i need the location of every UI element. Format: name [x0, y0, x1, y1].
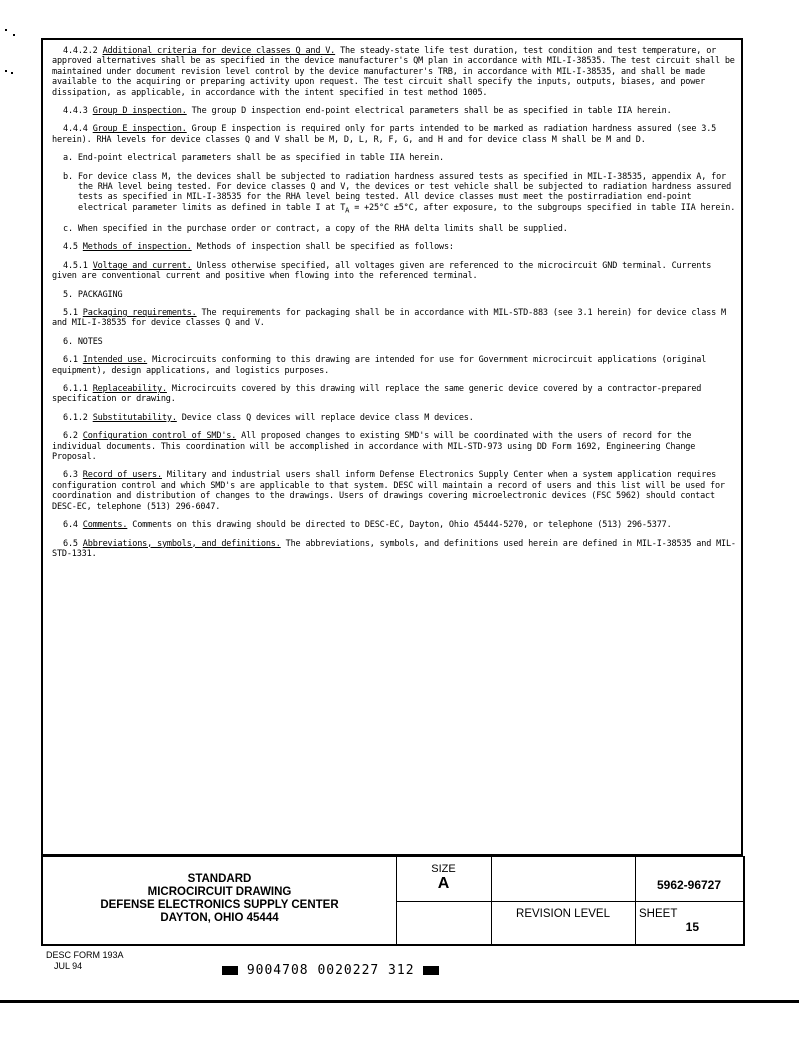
title-block-divider [396, 901, 743, 902]
drawing-title-line: MICROCIRCUIT DRAWING [147, 886, 292, 898]
paragraph-4-5 [52, 242, 738, 252]
paragraph-heading: Replaceability. [92, 384, 167, 395]
size-cell [396, 863, 491, 893]
list-text: End-point electrical parameters shall be as specified in table IIA herein. [77, 153, 444, 164]
drawing-number: 5962-96727 [656, 878, 722, 892]
paragraph-heading: Methods of inspection. [82, 242, 192, 253]
paragraph-number: 6.3 [63, 470, 78, 481]
title-block-divider [635, 856, 636, 944]
paragraph-heading: Configuration control of SMD's. [82, 431, 237, 442]
title-block [41, 856, 745, 946]
paragraph-number: 6.1.2 [63, 412, 88, 423]
paragraph-6-1 [52, 355, 738, 376]
agency-address: DAYTON, OHIO 45444 [160, 912, 279, 924]
title-block-divider [491, 856, 492, 944]
subparagraph-c [52, 224, 738, 234]
paragraph-heading: Record of users. [82, 470, 162, 481]
barcode-block [222, 966, 238, 975]
paragraph-heading: Intended use. [82, 355, 148, 366]
paragraph-text: Military and industrial users shall inform Defense Electronics Supply Center when a system application requires configuration control and which SMD's are applicable to that system. DESC will maintain a record of users and this list will be used for coordination and distribution of changes to the drawings. Users of drawings covering microelectronic devices (FSC 5962) should contact DESC-EC, telephone (513) 296-6047. [52, 470, 725, 512]
paragraph-number: 4.5 [63, 242, 78, 253]
form-number: DESC FORM 193A [46, 950, 124, 960]
document-body [52, 46, 738, 567]
list-text: When specified in the purchase order or contract, a copy of the RHA delta limits shall be supplied. [77, 223, 568, 234]
paragraph-text: Comments on this drawing should be directed to DESC-EC, Dayton, Ohio 45444-5270, or telephone (513) 296-5377. [132, 520, 672, 531]
paragraph-4-4-4 [52, 124, 738, 145]
agency-block [43, 873, 396, 925]
paragraph-text: Microcircuits covered by this drawing will replace the same generic device covered by a contractor-prepared specification or drawing. [52, 384, 702, 405]
paragraph-text: The group D inspection end-point electrical parameters shall be as specified in table IIA herein. [191, 106, 672, 117]
paragraph-number: 5. [63, 289, 73, 300]
paragraph-text: Methods of inspection shall be specified as follows: [196, 242, 454, 253]
scan-speck [11, 72, 13, 74]
revision-level-label: REVISION LEVEL [516, 908, 610, 920]
paragraph-number: 6. [63, 336, 73, 347]
subparagraph-b [52, 172, 738, 216]
paragraph-text: Group E inspection is required only for parts intended to be marked as radiation hardness assured (see 3.5 herein). RHA levels for device classes Q and V shall be M, D, L, R, F, G, and H and for device class M shall be M and D. [52, 124, 717, 145]
barcode [222, 963, 439, 978]
paragraph-heading: Packaging requirements. [82, 308, 197, 318]
paragraph-6-4 [52, 520, 738, 530]
list-label: c. [63, 223, 73, 234]
section-5-heading [52, 290, 738, 300]
sheet-number: 15 [685, 920, 699, 934]
list-label: a. [63, 153, 73, 164]
paragraph-4-5-1 [52, 261, 738, 282]
size-value: A [437, 875, 450, 892]
scan-speck [5, 70, 7, 72]
title-block-top-rule [43, 856, 743, 857]
paragraph-number: 5.1 [63, 308, 78, 318]
paragraph-6-1-2 [52, 413, 738, 423]
section-6-heading [52, 337, 738, 347]
paragraph-text: Device class Q devices will replace device class M devices. [181, 412, 474, 423]
paragraph-number: 4.5.1 [63, 260, 88, 271]
paragraph-4-4-3 [52, 106, 738, 116]
subparagraph-a [52, 153, 738, 163]
paragraph-6-5 [52, 539, 738, 560]
section-title: NOTES [77, 336, 103, 347]
paragraph-text: Microcircuits conforming to this drawing are intended for use for Government microcircuit applications (original equipment), design applications, and logistics purposes. [52, 355, 707, 376]
form-date: JUL 94 [54, 961, 83, 971]
paragraph-number: 6.5 [63, 538, 78, 549]
paragraph-text: The requirements for packaging shall be in accordance with MIL-STD-883 (see 3.1 herein) for device class M and MIL-I-38535 for device classes Q and V. [52, 308, 726, 329]
paragraph-6-1-1 [52, 384, 738, 405]
size-label: SIZE [431, 863, 456, 875]
scan-speck [13, 34, 15, 36]
list-text: = +25°C ±5°C, after exposure, to the subgroups specified in table IIA herein. [349, 202, 736, 213]
paragraph-number: 4.4.3 [63, 106, 88, 117]
paragraph-text: Unless otherwise specified, all voltages given are referenced to the microcircuit GND terminal. Currents given are conventional current and positive when flowing into the referenced terminal. [52, 260, 712, 282]
paragraph-text: The abbreviations, symbols, and definitions used herein are defined in MIL-I-38535 and MIL-STD-1331. [52, 538, 736, 559]
paragraph-number: 6.4 [63, 520, 78, 531]
agency-name: DEFENSE ELECTRONICS SUPPLY CENTER [100, 899, 339, 911]
drawing-title-line: STANDARD [187, 873, 252, 885]
paragraph-5-1 [52, 308, 738, 329]
paragraph-heading: Additional criteria for device classes Q and V. [102, 46, 336, 56]
paragraph-6-2 [52, 431, 738, 462]
paragraph-6-3 [52, 470, 738, 512]
paragraph-heading: Group E inspection. [92, 124, 187, 135]
paragraph-heading: Substitutability. [92, 412, 177, 423]
sheet-cell [639, 908, 743, 934]
barcode-block [423, 966, 439, 975]
barcode-text: 9004708 0020227 312 [246, 963, 415, 978]
list-label: b. [63, 171, 73, 182]
scan-speck [5, 29, 7, 31]
paragraph-text: The steady-state life test duration, test condition and test temperature, or approved alternatives shall be as specified in the device manufacturer's QM plan in accordance with MIL-I-38535. The test circuit shall be maintained under document revision level control by the device manufacturer's TRB, in accordance with MIL-I-38535, and shall be made available to the acquiring or preparing activity upon request. The test circuit shall specify the inputs, outputs, biases, and power dissipation, as applicable, in accordance with the intent specified in test method 1005. [52, 46, 735, 98]
paragraph-number: 6.1 [63, 355, 78, 366]
paragraph-heading: Voltage and current. [92, 260, 192, 271]
subscript: A [345, 205, 350, 215]
paragraph-heading: Abbreviations, symbols, and definitions. [82, 538, 281, 549]
paragraph-text: All proposed changes to existing SMD's will be coordinated with the users of record for the individual documents. This coordination will be accomplished in accordance with MIL-STD-973 using DD Form 1692, Engineering Change Proposal. [52, 431, 696, 463]
paragraph-number: 4.4.2.2 [63, 46, 98, 56]
paragraph-number: 4.4.4 [63, 124, 88, 135]
paragraph-number: 6.1.1 [63, 384, 88, 395]
section-title: PACKAGING [77, 289, 123, 300]
page-bottom-rule [0, 1000, 799, 1003]
paragraph-4-4-2-2 [52, 46, 738, 98]
paragraph-number: 6.2 [63, 431, 78, 442]
paragraph-heading: Comments. [82, 520, 128, 531]
list-text: For device class M, the devices shall be subjected to radiation hardness assured tests as specified in MIL-I-38535, appendix A, for the RHA level being tested. For device classes Q and V, the devices or test vehicle shall be subjected to radiation hardness assured tests as specified in MIL-I-38535 for the RHA level being tested. All device classes must meet the postirradiation end-point electrical parameter limits as defined in table I at T [77, 171, 732, 213]
sheet-label: SHEET [639, 908, 678, 920]
paragraph-heading: Group D inspection. [92, 106, 187, 117]
